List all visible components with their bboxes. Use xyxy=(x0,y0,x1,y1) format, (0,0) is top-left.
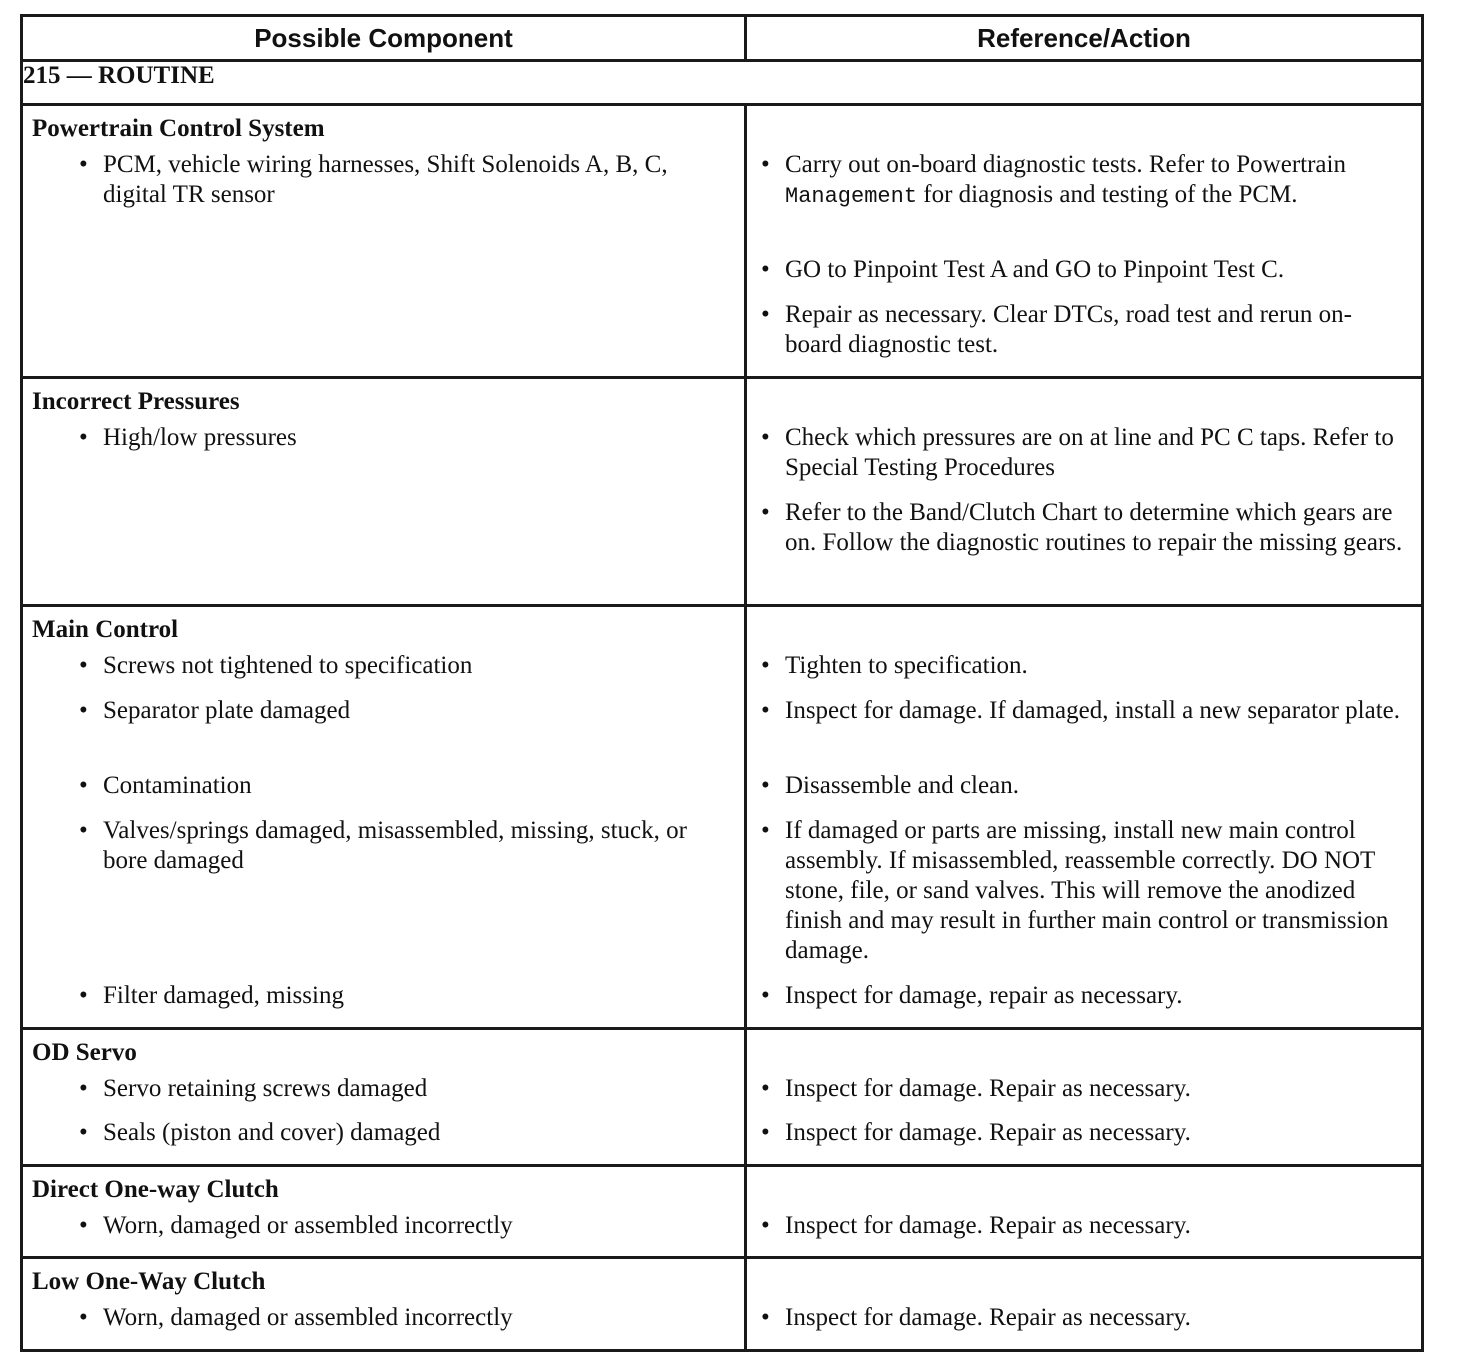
bullet-icon: • xyxy=(761,1212,770,1239)
component-item-text: Servo retaining screws damaged xyxy=(103,1075,428,1102)
bullet-icon: • xyxy=(79,697,88,724)
action-item-text: Tighten to specification. xyxy=(785,652,1028,679)
action-item xyxy=(747,1118,1421,1148)
component-item xyxy=(23,1118,744,1148)
bullet-icon: • xyxy=(79,1304,88,1331)
section-row xyxy=(22,606,1423,1029)
action-cell xyxy=(746,606,1423,1029)
component-item xyxy=(23,696,744,726)
component-item xyxy=(23,1211,744,1241)
component-item-text: Separator plate damaged xyxy=(103,697,351,724)
action-item xyxy=(747,255,1421,285)
component-item xyxy=(23,1074,744,1104)
diagnostic-table xyxy=(20,14,1424,1352)
action-item-text: Inspect for damage. If damaged, install a new separator plate. xyxy=(785,697,1401,724)
bullet-icon: • xyxy=(761,652,770,679)
component-item xyxy=(23,150,744,210)
bullet-icon: • xyxy=(761,697,770,724)
bullet-icon: • xyxy=(79,424,88,451)
action-item-text: Refer to the Band/Clutch Chart to determine which gears are on. Follow the diagnostic routines to repair the missing gears. xyxy=(785,499,1403,556)
action-item xyxy=(747,1211,1421,1241)
action-item xyxy=(747,423,1421,483)
component-item-text: Screws not tightened to specification xyxy=(103,652,473,679)
section-row xyxy=(22,378,1423,606)
component-cell xyxy=(22,1258,746,1351)
bullet-icon: • xyxy=(79,652,88,679)
component-cell xyxy=(22,1029,746,1166)
bullet-icon: • xyxy=(79,817,88,844)
action-cell xyxy=(746,1166,1423,1258)
component-item-text: Worn, damaged or assembled incorrectly xyxy=(103,1212,513,1239)
action-item xyxy=(747,300,1421,360)
action-cell xyxy=(746,1258,1423,1351)
action-item-text: Carry out on-board diagnostic tests. Refer to Powertrain xyxy=(785,151,1346,178)
section-row xyxy=(22,1166,1423,1258)
bullet-icon: • xyxy=(761,301,770,328)
action-item-text-cont: for diagnosis and testing of the PCM. xyxy=(917,181,1298,208)
component-item-text: PCM, vehicle wiring harnesses, Shift Solenoids A, B, C, digital TR sensor xyxy=(103,151,668,208)
bullet-icon: • xyxy=(761,772,770,799)
action-item-text: Disassemble and clean. xyxy=(785,772,1019,799)
routine-row xyxy=(22,61,1423,105)
component-item-text: Contamination xyxy=(103,772,252,799)
action-item-text: If damaged or parts are missing, install new main control assembly. If misassembled, reassemble correctly. DO NOT stone, file, or sand valves. This will remove the anodized finish and may result in further main control or transmission damage. xyxy=(785,817,1389,964)
bullet-icon: • xyxy=(761,1075,770,1102)
component-item-text: Valves/springs damaged, misassembled, missing, stuck, or bore damaged xyxy=(103,817,687,874)
component-cell xyxy=(22,606,746,1029)
action-item-text: Check which pressures are on at line and PC C taps. Refer to Special Testing Procedures xyxy=(785,424,1394,481)
action-item-text: Inspect for damage. Repair as necessary. xyxy=(785,1119,1191,1146)
section-row xyxy=(22,105,1423,378)
action-item-mono-text: Management xyxy=(785,184,918,209)
action-item xyxy=(747,696,1421,726)
action-item xyxy=(747,498,1421,558)
component-item xyxy=(23,816,744,876)
component-cell xyxy=(22,105,746,378)
action-item-text: Inspect for damage. Repair as necessary. xyxy=(785,1212,1191,1239)
section-title: Main Control xyxy=(32,616,179,643)
section-title: Powertrain Control System xyxy=(32,115,325,142)
component-cell xyxy=(22,378,746,606)
component-item-text: Worn, damaged or assembled incorrectly xyxy=(103,1304,513,1331)
bullet-icon: • xyxy=(79,1075,88,1102)
component-item-text: Seals (piston and cover) damaged xyxy=(103,1119,441,1146)
section-title: Direct One-way Clutch xyxy=(32,1176,279,1203)
bullet-icon: • xyxy=(761,817,770,844)
component-item xyxy=(23,651,744,681)
action-item-text: Inspect for damage. Repair as necessary. xyxy=(785,1075,1191,1102)
action-item-text: GO to Pinpoint Test A and GO to Pinpoint Test C. xyxy=(785,256,1285,283)
action-item-text: Inspect for damage. Repair as necessary. xyxy=(785,1304,1191,1331)
bullet-icon: • xyxy=(79,772,88,799)
component-item xyxy=(23,423,744,453)
section-title: Incorrect Pressures xyxy=(32,388,240,415)
header-row xyxy=(22,16,1423,61)
bullet-icon: • xyxy=(79,1119,88,1146)
action-cell xyxy=(746,1029,1423,1166)
action-item xyxy=(747,771,1421,801)
action-cell xyxy=(746,105,1423,378)
section-title: OD Servo xyxy=(32,1039,137,1066)
bullet-icon: • xyxy=(761,499,770,526)
action-item-text: Repair as necessary. Clear DTCs, road test and rerun on-board diagnostic test. xyxy=(785,301,1352,358)
header-possible-component: Possible Component xyxy=(22,16,746,61)
routine-title: 215 — ROUTINE xyxy=(22,61,1423,105)
component-item-text: High/low pressures xyxy=(103,424,297,451)
component-item xyxy=(23,771,744,801)
bullet-icon: • xyxy=(761,256,770,283)
component-cell xyxy=(22,1166,746,1258)
bullet-icon: • xyxy=(761,424,770,451)
bullet-icon: • xyxy=(761,151,770,178)
bullet-icon: • xyxy=(79,151,88,178)
action-item xyxy=(747,150,1421,212)
header-reference-action: Reference/Action xyxy=(746,16,1423,61)
section-title: Low One-Way Clutch xyxy=(32,1268,266,1295)
bullet-icon: • xyxy=(79,982,88,1009)
action-item xyxy=(747,1303,1421,1333)
component-item-text: Filter damaged, missing xyxy=(103,982,344,1009)
section-row xyxy=(22,1258,1423,1351)
action-item xyxy=(747,816,1421,966)
bullet-icon: • xyxy=(79,1212,88,1239)
action-cell xyxy=(746,378,1423,606)
action-item xyxy=(747,1074,1421,1104)
section-row xyxy=(22,1029,1423,1166)
bullet-icon: • xyxy=(761,1304,770,1331)
component-item xyxy=(23,1303,744,1333)
bullet-icon: • xyxy=(761,1119,770,1146)
bullet-icon: • xyxy=(761,982,770,1009)
action-item xyxy=(747,651,1421,681)
component-item xyxy=(23,981,744,1011)
action-item xyxy=(747,981,1421,1011)
action-item-text: Inspect for damage, repair as necessary. xyxy=(785,982,1183,1009)
